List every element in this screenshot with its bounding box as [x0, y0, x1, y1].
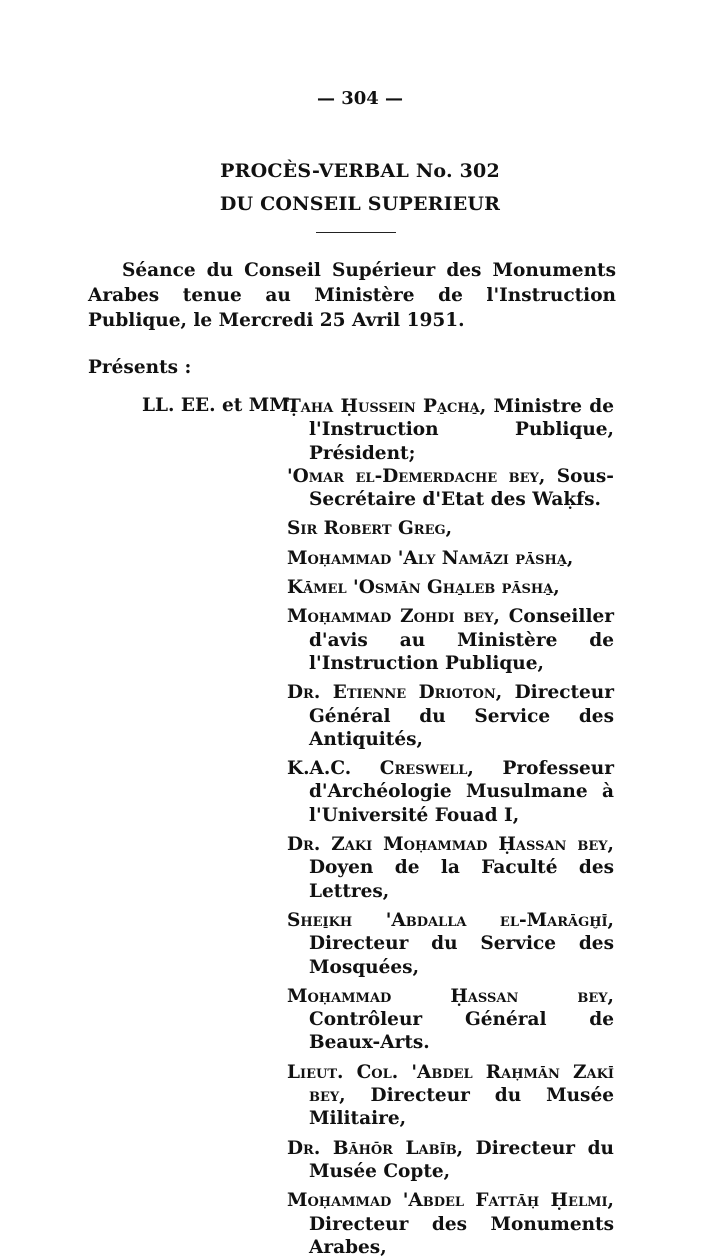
honorific-label: LL. EE. et MM.	[142, 395, 297, 416]
member-role: Conseiller d'avis au Ministère de l'Instruction Publique,	[309, 606, 615, 674]
member-entry	[287, 395, 614, 465]
member-name: Moḥammad 'Abdel Fattāḥ Ḥelmi,	[287, 1190, 614, 1212]
member-name: Moḥammad Zohdi bey,	[287, 606, 500, 628]
member-entry	[287, 681, 614, 751]
intro-paragraph: Séance du Conseil Supérieur des Monuments Arabes tenue au Ministère de l'Instruction Publique, le Mercredi 25 Avril 1951.	[88, 260, 616, 331]
title-rule	[316, 232, 396, 233]
member-entry	[287, 1189, 614, 1259]
member-name: 'Omar el-Demerdache bey,	[287, 465, 546, 487]
member-entry	[287, 465, 614, 512]
presents-label: Présents :	[88, 357, 192, 378]
member-role: Directeur du Service des Mosquées,	[309, 933, 614, 978]
member-entry	[287, 517, 614, 540]
member-role: Directeur du Musée Militaire,	[309, 1085, 614, 1130]
member-name: Moḥammad 'Aly Namāzi pāsha̱,	[287, 547, 574, 569]
member-role: Sous-Secrétaire d'Etat des Waḳfs.	[309, 465, 614, 511]
member-name: Ṭaha Ḥussein Pa̱cha̱,	[287, 396, 487, 417]
member-name: Dr. Bāhōr Labīb,	[287, 1137, 464, 1159]
member-entry	[287, 757, 614, 827]
member-name: Dr. Etienne Drioton,	[287, 682, 503, 704]
member-role: Contrôleur Général de Beaux-Arts.	[309, 1009, 614, 1054]
member-name: Kāmel 'Osmān Gha̱leb pāsha̱,	[287, 577, 560, 599]
member-entry	[287, 985, 614, 1055]
member-name: Shei̱kh 'Abdalla el-Marāgḫī,	[287, 909, 614, 931]
member-name: K.A.C. Creswell,	[287, 758, 474, 780]
title-line-2: DU CONSEIL SUPERIEUR	[219, 193, 501, 215]
member-role: Ministre de l'Instruction Publique, Président;	[309, 396, 614, 464]
member-name: Sir Robert Greg,	[287, 518, 453, 540]
member-entry	[287, 1137, 614, 1184]
members-list	[287, 395, 614, 1259]
member-name: Moḥammad Ḥassan bey,	[287, 985, 614, 1007]
member-entry	[287, 547, 614, 570]
member-role: Directeur des Monuments Arabes,	[309, 1213, 614, 1258]
page-number: — 304 —	[316, 88, 404, 109]
member-role: Doyen de la Faculté des Lettres,	[309, 857, 614, 902]
member-entry	[287, 1061, 614, 1131]
member-role: Professeur d'Archéologie Musulmane à l'Université Fouad I,	[309, 758, 614, 826]
member-name: Dr. Zaki Moḥammad Ḥassan bey,	[287, 834, 614, 856]
member-entry	[287, 605, 614, 675]
member-entry	[287, 909, 614, 979]
member-role: Directeur Général du Service des Antiquités,	[309, 682, 614, 750]
member-entry	[287, 833, 614, 903]
member-name: Lieut. Col. 'Abdel Raḥmān Zakī bey,	[287, 1061, 614, 1107]
title-line-1: PROCÈS-VERBAL No. 302	[220, 160, 500, 182]
member-entry	[287, 576, 614, 599]
member-role: Directeur du Musée Copte,	[309, 1137, 614, 1182]
